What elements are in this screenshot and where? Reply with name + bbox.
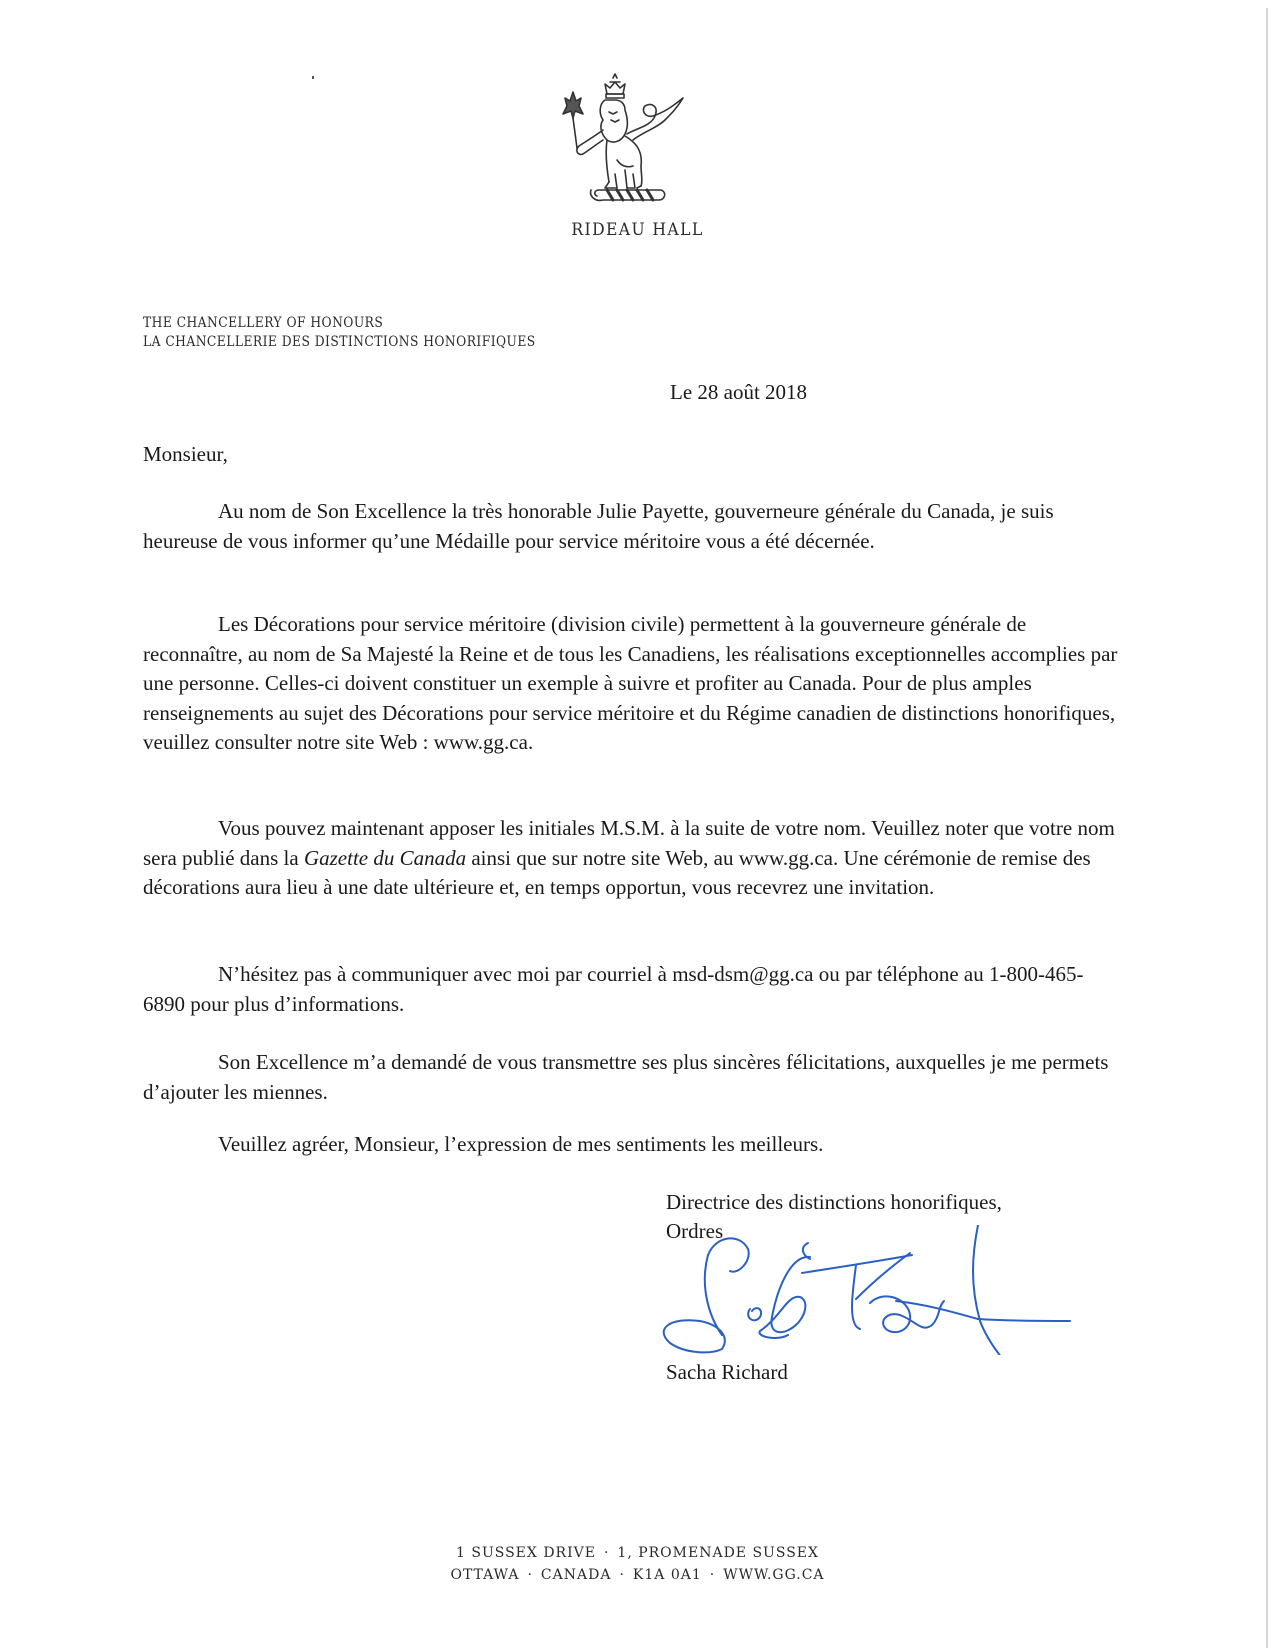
- office-heading: [143, 314, 536, 352]
- footer-city-line: [0, 1564, 1275, 1586]
- footer-separator: ·: [603, 1545, 610, 1561]
- office-name-en: THE CHANCELLERY OF HONOURS: [143, 315, 384, 331]
- gazette-title: Gazette du Canada: [303, 845, 467, 870]
- page-edge-shadow: [1266, 8, 1268, 1648]
- paragraph-text: [143, 814, 1123, 903]
- salutation: Monsieur,: [143, 442, 228, 466]
- royal-lion-crest-icon: [555, 70, 695, 210]
- footer-postal-code: K1A 0A1: [632, 1567, 702, 1583]
- letterhead-footer: [0, 1542, 1275, 1586]
- paragraph-decorations-info: [143, 610, 1123, 758]
- letter-date: Le 28 août 2018: [670, 380, 808, 404]
- signatory-title: Directrice des distinctions honorifiques,: [666, 1190, 1002, 1214]
- handwritten-signature-icon: [660, 1225, 1090, 1355]
- footer-separator: ·: [619, 1567, 625, 1583]
- footer-street-fr: 1, PROMENADE SUSSEX: [617, 1545, 819, 1561]
- scan-speck: [312, 76, 314, 79]
- signatory-unit: Ordres: [666, 1219, 724, 1243]
- closing-formula: Veuillez agréer, Monsieur, l’expression de mes sentiments les meilleurs.: [218, 1132, 824, 1156]
- paragraph-text: Les Décorations pour service méritoire (division civile) permettent à la gouverneure générale de reconnaître, au nom de Sa Majesté la Reine et de tous les Canadiens, les réalisations exceptionnelles accomplies par une personne. Celles-ci doivent constituer un exemple à suivre et profiter au Canada. Pour de plus amples renseignements au sujet des Décorations pour service méritoire et du Régime canadien de distinctions honorifiques, veuillez consulter notre site Web : www.gg.ca.: [143, 612, 1118, 755]
- paragraph-text-start: Vous pouvez maintenant apposer les initiales M.S.M. à la suite de votre nom. Veuillez noter que votre nom sera publié dans la: [143, 816, 1115, 870]
- residence-name: RIDEAU HALL: [571, 220, 704, 240]
- paragraph-contact: [143, 960, 1123, 1019]
- footer-city: OTTAWA: [450, 1567, 520, 1583]
- paragraph-award-notice: [143, 497, 1123, 556]
- footer-address-line: [0, 1542, 1275, 1564]
- paragraph-initials-ceremony: [143, 814, 1123, 903]
- footer-street-en: 1 SUSSEX DRIVE: [456, 1545, 596, 1561]
- office-name-fr: LA CHANCELLERIE DES DISTINCTIONS HONORIFIQUES: [143, 334, 536, 350]
- footer-website: WWW.GG.CA: [723, 1567, 825, 1583]
- paragraph-text: Son Excellence m’a demandé de vous transmettre ses plus sincères félicitations, auxquelles je me permets d’ajouter les miennes.: [143, 1050, 1109, 1104]
- footer-separator: ·: [527, 1567, 533, 1583]
- paragraph-text: Au nom de Son Excellence la très honorable Julie Payette, gouverneure générale du Canada, je suis heureuse de vous informer qu’une Médaille pour service méritoire vous a été décernée.: [143, 499, 1054, 553]
- paragraph-congratulations: [143, 1048, 1123, 1107]
- footer-separator: ·: [709, 1567, 716, 1583]
- paragraph-text-end: ainsi que sur notre site Web, au www.gg.ca. Une cérémonie de remise des décorations aura lieu à une date ultérieure et, en temps opportun, vous recevrez une invitation.: [143, 845, 1091, 900]
- footer-country: CANADA: [540, 1567, 612, 1583]
- signatory-name: Sacha Richard: [666, 1360, 788, 1384]
- paragraph-text: N’hésitez pas à communiquer avec moi par courriel à msd-dsm@gg.ca ou par téléphone au 1-800-465-6890 pour plus d’informations.: [143, 962, 1084, 1016]
